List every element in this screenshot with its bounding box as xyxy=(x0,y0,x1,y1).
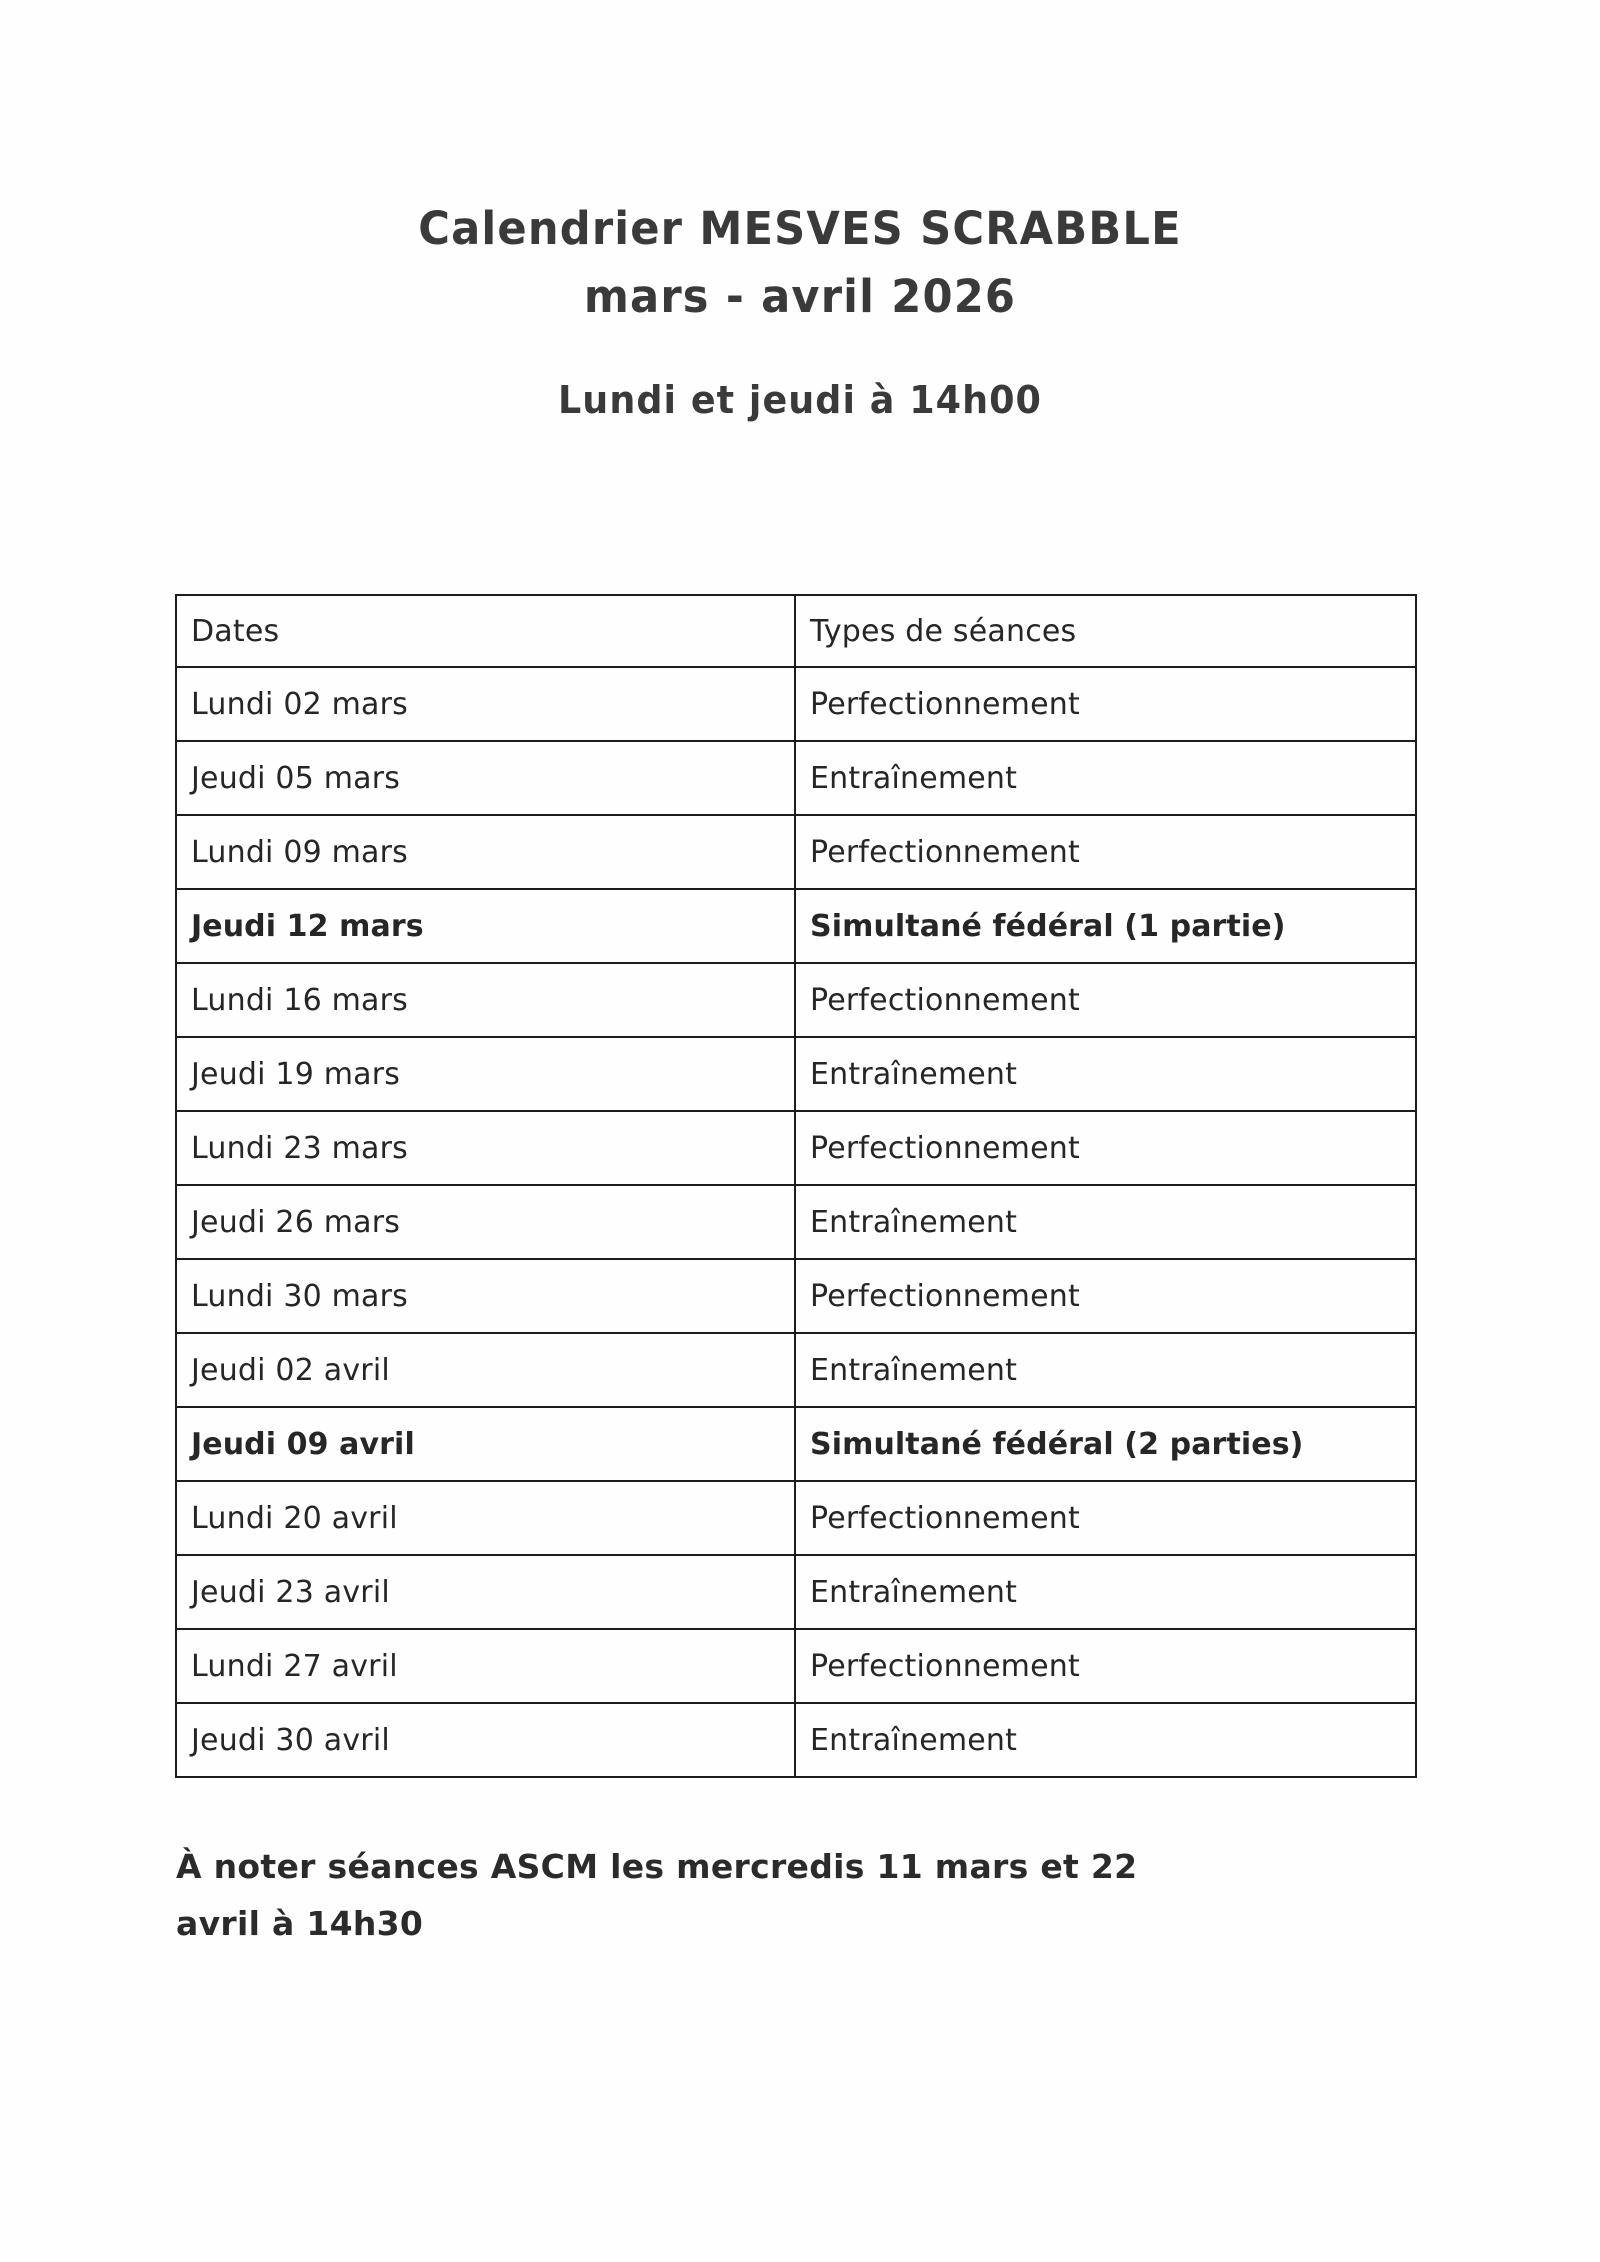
cell-session-type: Entraînement xyxy=(795,1703,1416,1777)
table-row xyxy=(176,1481,1416,1555)
schedule-table-head xyxy=(176,595,1416,667)
page-title-line-2: mars - avril 2026 xyxy=(583,270,1017,323)
cell-date: Jeudi 19 mars xyxy=(176,1037,795,1111)
cell-date: Lundi 30 mars xyxy=(176,1259,795,1333)
cell-date: Lundi 09 mars xyxy=(176,815,795,889)
cell-session-type: Perfectionnement xyxy=(795,1629,1416,1703)
cell-date: Jeudi 23 avril xyxy=(176,1555,795,1629)
table-row xyxy=(176,1185,1416,1259)
table-row xyxy=(176,1629,1416,1703)
schedule-table-body xyxy=(176,667,1416,1777)
table-row xyxy=(176,1407,1416,1481)
cell-date: Jeudi 12 mars xyxy=(176,889,795,963)
document-heading-block xyxy=(0,196,1600,428)
cell-session-type: Simultané fédéral (1 partie) xyxy=(795,889,1416,963)
table-row xyxy=(176,1555,1416,1629)
table-row xyxy=(176,963,1416,1037)
page-subtitle: Lundi et jeudi à 14h00 xyxy=(558,378,1042,422)
table-row xyxy=(176,741,1416,815)
cell-date: Jeudi 30 avril xyxy=(176,1703,795,1777)
cell-date: Lundi 02 mars xyxy=(176,667,795,741)
table-row xyxy=(176,1333,1416,1407)
table-row xyxy=(176,1703,1416,1777)
cell-session-type: Entraînement xyxy=(795,1037,1416,1111)
table-row xyxy=(176,1037,1416,1111)
table-row xyxy=(176,667,1416,741)
footer-note-line-1: À noter séances ASCM les mercredis 11 mars et 22 xyxy=(176,1847,1138,1886)
footer-note xyxy=(176,1838,1416,1952)
cell-date: Jeudi 02 avril xyxy=(176,1333,795,1407)
cell-date: Lundi 16 mars xyxy=(176,963,795,1037)
footer-note-line-2: avril à 14h30 xyxy=(176,1904,424,1943)
cell-session-type: Perfectionnement xyxy=(795,1111,1416,1185)
table-row xyxy=(176,815,1416,889)
cell-date: Jeudi 26 mars xyxy=(176,1185,795,1259)
column-header-types: Types de séances xyxy=(795,595,1416,667)
cell-session-type: Perfectionnement xyxy=(795,815,1416,889)
table-row xyxy=(176,1259,1416,1333)
cell-session-type: Entraînement xyxy=(795,741,1416,815)
table-header-row xyxy=(176,595,1416,667)
cell-session-type: Entraînement xyxy=(795,1185,1416,1259)
cell-date: Lundi 23 mars xyxy=(176,1111,795,1185)
cell-date: Jeudi 09 avril xyxy=(176,1407,795,1481)
page-title-line-1: Calendrier MESVES SCRABBLE xyxy=(418,202,1182,255)
schedule-table xyxy=(175,594,1417,1778)
cell-session-type: Perfectionnement xyxy=(795,1481,1416,1555)
cell-session-type: Perfectionnement xyxy=(795,963,1416,1037)
column-header-dates: Dates xyxy=(176,595,795,667)
schedule-table-container xyxy=(175,594,1415,1778)
cell-date: Lundi 27 avril xyxy=(176,1629,795,1703)
cell-date: Lundi 20 avril xyxy=(176,1481,795,1555)
cell-session-type: Entraînement xyxy=(795,1333,1416,1407)
cell-session-type: Entraînement xyxy=(795,1555,1416,1629)
table-row xyxy=(176,1111,1416,1185)
cell-session-type: Perfectionnement xyxy=(795,667,1416,741)
cell-session-type: Perfectionnement xyxy=(795,1259,1416,1333)
table-row xyxy=(176,889,1416,963)
cell-session-type: Simultané fédéral (2 parties) xyxy=(795,1407,1416,1481)
cell-date: Jeudi 05 mars xyxy=(176,741,795,815)
